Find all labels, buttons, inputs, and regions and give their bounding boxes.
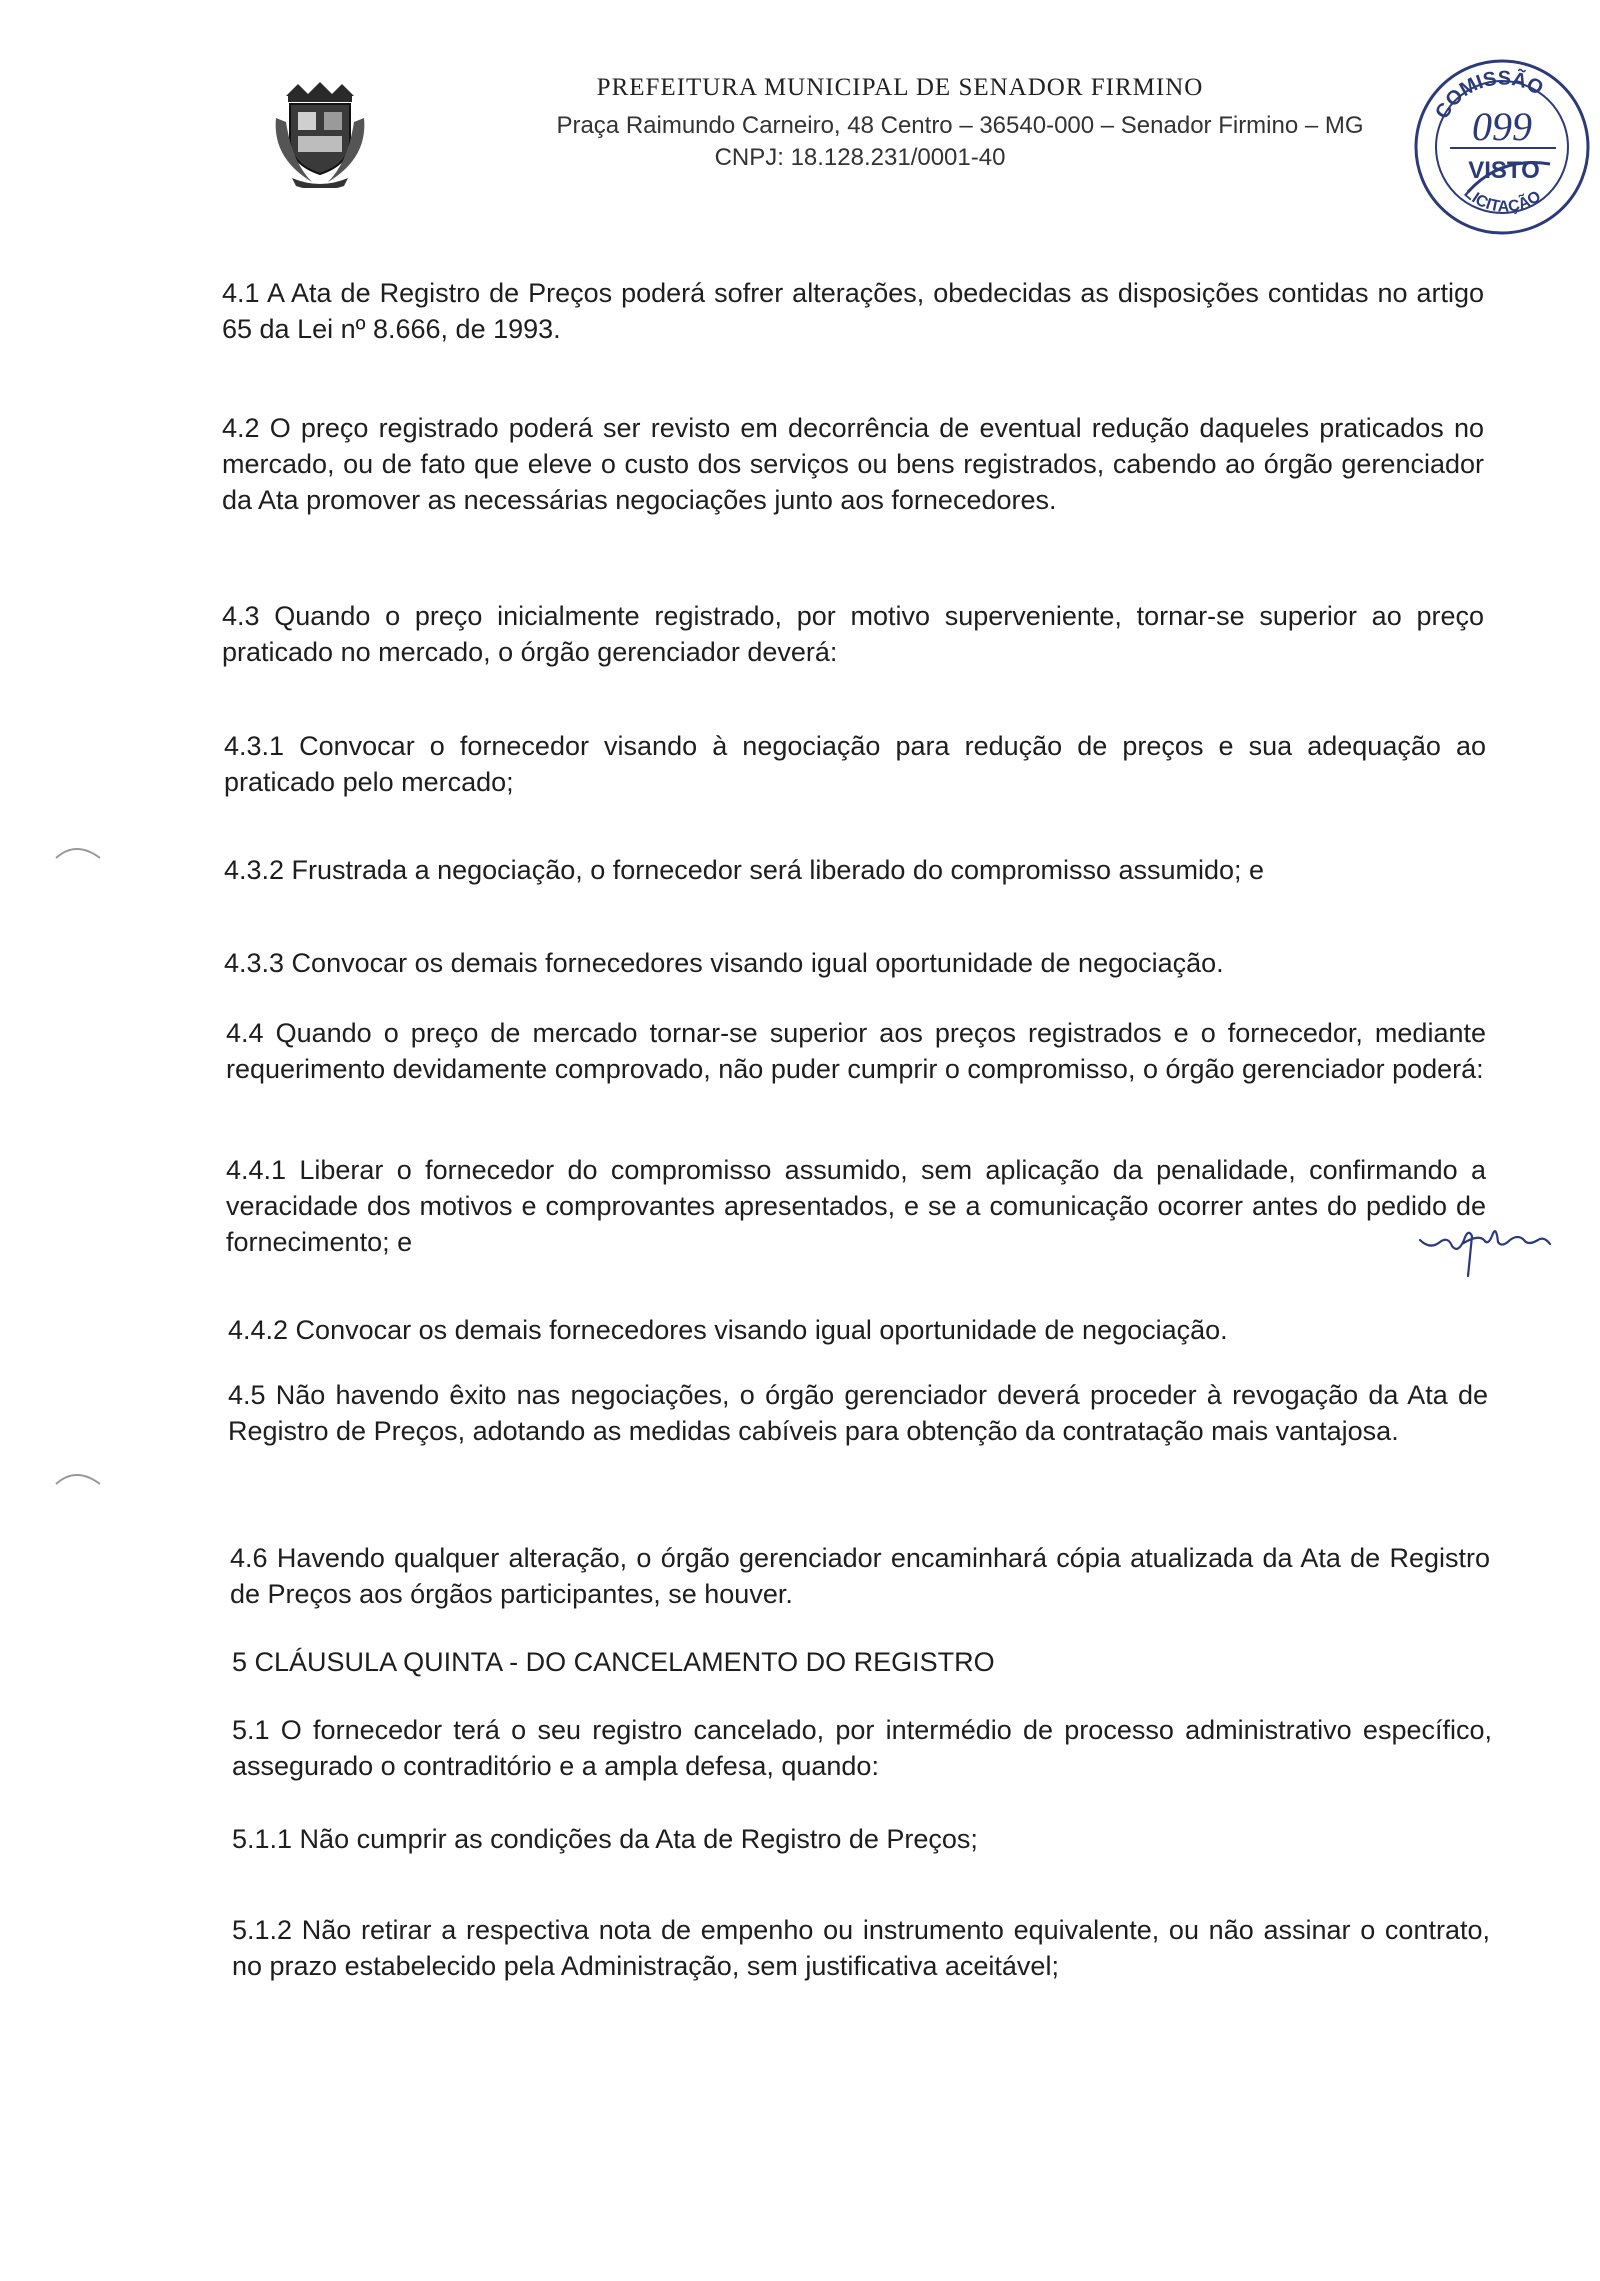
header-org-name: PREFEITURA MUNICIPAL DE SENADOR FIRMINO xyxy=(596,74,1204,101)
paragraph-5-1-2: 5.1.2 Não retirar a respectiva nota de empenho ou instrumento equivalente, ou não assinar o contrato, no prazo estabelecido pela Administração, sem justificativa aceitável; xyxy=(232,1915,1490,1981)
stamp-middle-text: VISTO xyxy=(1468,157,1540,184)
paragraph-4-6: 4.6 Havendo qualquer alteração, o órgão gerenciador encaminhará cópia atualizada da Ata de Registro de Preços aos órgãos participantes, se houver. xyxy=(230,1543,1490,1609)
section-heading-5: 5 CLÁUSULA QUINTA - DO CANCELAMENTO DO REGISTRO xyxy=(232,1647,995,1677)
margin-hole-mark-upper xyxy=(52,838,112,868)
stamp-number: 099 xyxy=(1472,104,1532,149)
paragraph-4-5: 4.5 Não havendo êxito nas negociações, o órgão gerenciador deverá proceder à revogação da Ata de Registro de Preços, adotando as medidas cabíveis para obtenção da contratação mais vantajosa. xyxy=(228,1380,1488,1446)
paragraph-4-4-1: 4.4.1 Liberar o fornecedor do compromisso assumido, sem aplicação da penalidade, confirmando a veracidade dos motivos e comprovantes apresentados, e se a comunicação ocorrer antes do pedido de fornecimento; e xyxy=(226,1155,1486,1257)
svg-text:LICITAÇÃO xyxy=(1461,184,1544,215)
paragraph-5-1: 5.1 O fornecedor terá o seu registro cancelado, por intermédio de processo administrativo específico, assegurado o contraditório e a ampla defesa, quando: xyxy=(232,1715,1492,1781)
paragraph-4-4-2: 4.4.2 Convocar os demais fornecedores visando igual oportunidade de negociação. xyxy=(228,1315,1228,1345)
paragraph-4-3-2: 4.3.2 Frustrada a negociação, o fornecedor será liberado do compromisso assumido; e xyxy=(224,855,1265,885)
paragraph-4-3-3: 4.3.3 Convocar os demais fornecedores visando igual oportunidade de negociação. xyxy=(224,948,1224,978)
paragraph-4-1: 4.1 A Ata de Registro de Preços poderá sofrer alterações, obedecidas as disposições contidas no artigo 65 da Lei nº 8.666, de 1993. xyxy=(222,278,1484,344)
signature-rubric xyxy=(1418,1206,1568,1286)
paragraph-4-3: 4.3 Quando o preço inicialmente registrado, por motivo superveniente, tornar-se superior ao preço praticado no mercado, o órgão gerenciador deverá: xyxy=(222,601,1484,667)
stamp-top-text: COMISSÃO xyxy=(1431,67,1547,123)
header-cnpj: CNPJ: 18.128.231/0001-40 xyxy=(714,144,1006,171)
municipal-crest-logo xyxy=(272,78,368,188)
margin-hole-mark-lower xyxy=(52,1464,112,1494)
header-address: Praça Raimundo Carneiro, 48 Centro – 36540-000 – Senador Firmino – MG xyxy=(556,112,1364,139)
stamp-bottom-text: LICITAÇÃO xyxy=(1460,184,1545,216)
paragraph-4-4: 4.4 Quando o preço de mercado tornar-se superior aos preços registrados e o fornecedor, mediante requerimento devidamente comprovado, não puder cumprir o compromisso, o órgão gerenciador poderá: xyxy=(226,1018,1486,1084)
paragraph-4-3-1: 4.3.1 Convocar o fornecedor visando à negociação para redução de preços e sua adequação ao praticado pelo mercado; xyxy=(224,731,1486,797)
commission-stamp xyxy=(1410,52,1595,237)
paragraph-4-2: 4.2 O preço registrado poderá ser revisto em decorrência de eventual redução daqueles praticados no mercado, ou de fato que eleve o custo dos serviços ou bens registrados, cabendo ao órgão gerenciador da Ata promover as necessárias negociações junto aos fornecedores. xyxy=(222,413,1484,515)
paragraph-5-1-1: 5.1.1 Não cumprir as condições da Ata de Registro de Preços; xyxy=(232,1824,978,1854)
